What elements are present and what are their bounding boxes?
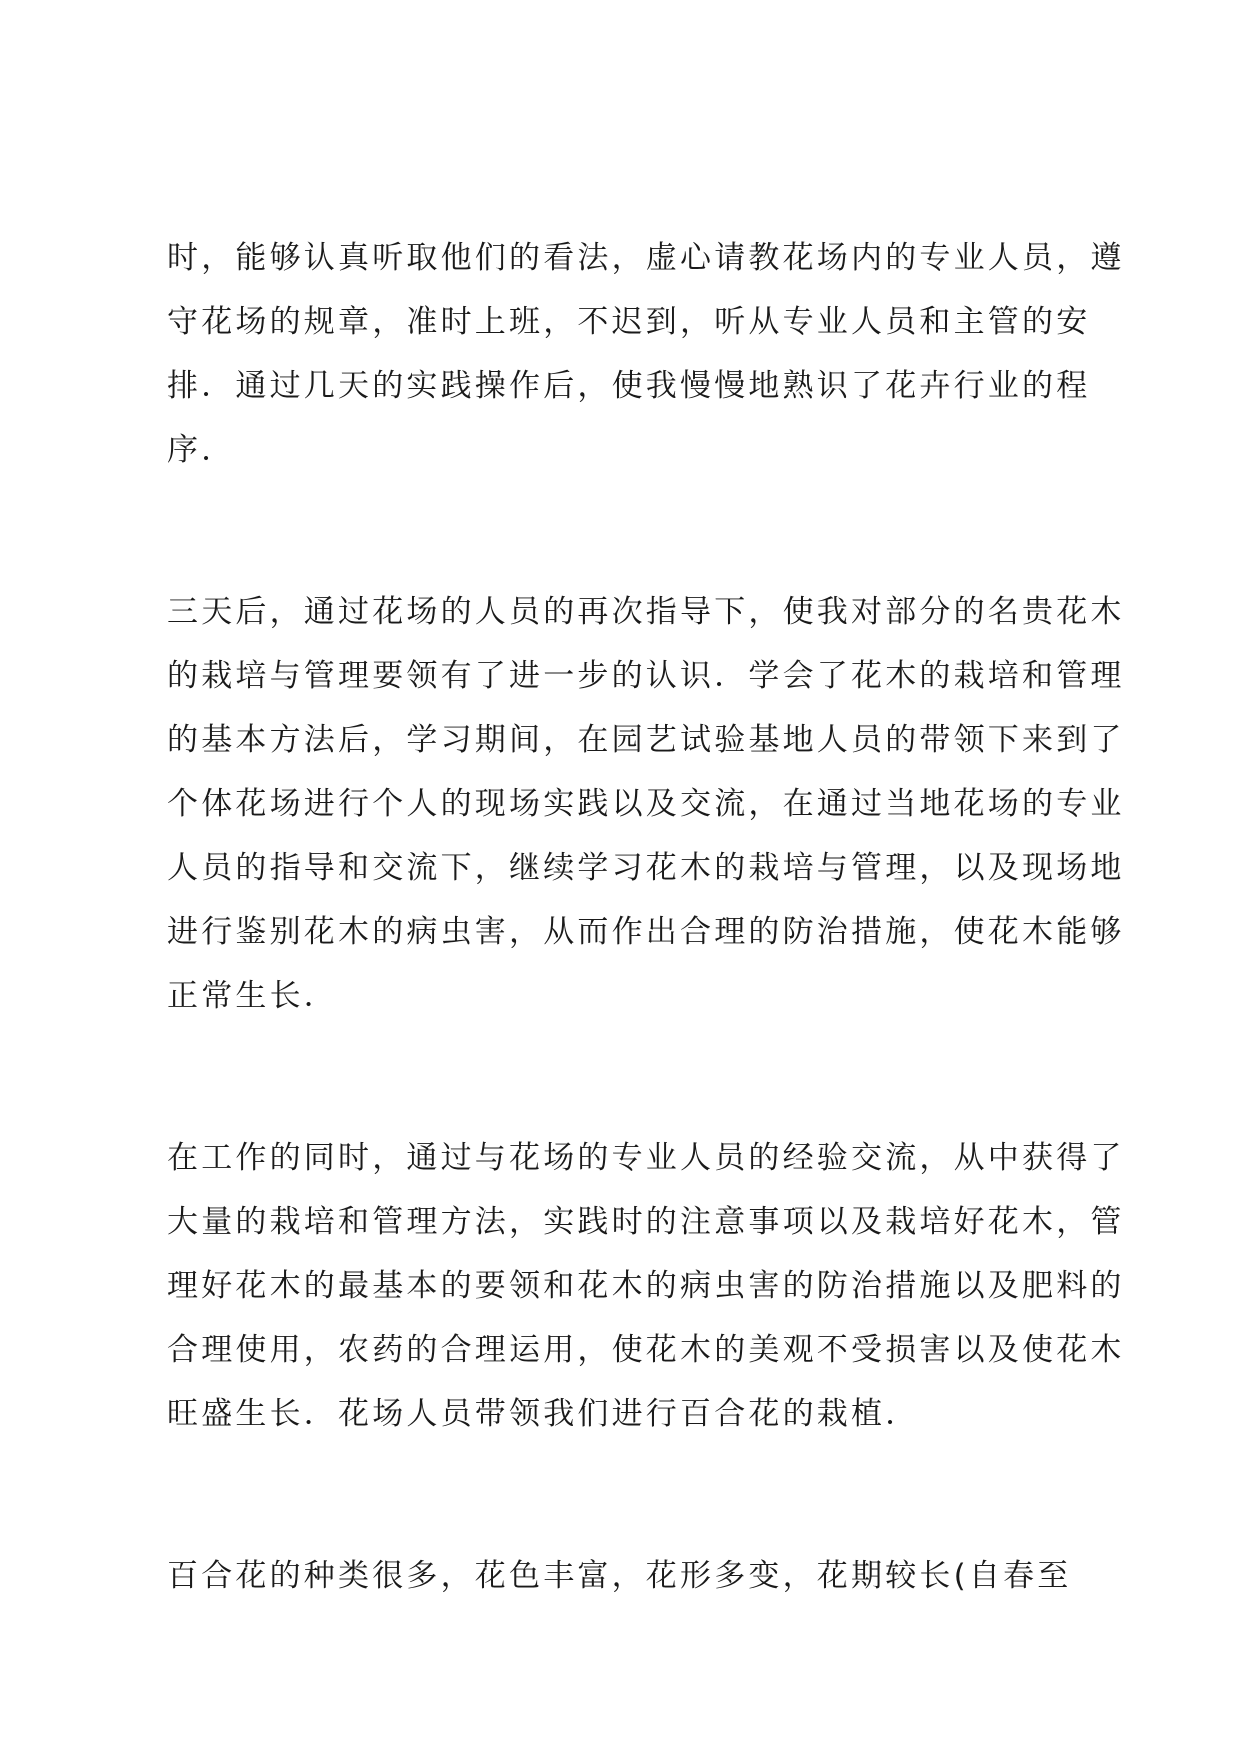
text-line: 在工作的同时，通过与花场的专业人员的经验交流，从中获得了 bbox=[167, 1140, 1125, 1176]
text-line: 正常生长． bbox=[167, 978, 338, 1014]
text-line: 旺盛生长．花场人员带领我们进行百合花的栽植． bbox=[167, 1396, 920, 1432]
text-line: 个体花场进行个人的现场实践以及交流，在通过当地花场的专业 bbox=[167, 786, 1125, 822]
paragraph-spacer bbox=[167, 1028, 1097, 1126]
text-line: 序． bbox=[167, 432, 236, 468]
text-line: 排．通过几天的实践操作后，使我慢慢地熟识了花卉行业的程 bbox=[167, 368, 1091, 404]
text-line: 理好花木的最基本的要领和花木的病虫害的防治措施以及肥料的 bbox=[167, 1268, 1125, 1304]
paragraph-4 bbox=[167, 1544, 1097, 1608]
paragraph-spacer bbox=[167, 482, 1097, 580]
text-line: 人员的指导和交流下，继续学习花木的栽培与管理，以及现场地 bbox=[167, 850, 1125, 886]
paragraph-2 bbox=[167, 580, 1125, 1028]
text-line: 三天后，通过花场的人员的再次指导下，使我对部分的名贵花木 bbox=[167, 594, 1125, 630]
text-line: 大量的栽培和管理方法，实践时的注意事项以及栽培好花木，管 bbox=[167, 1204, 1125, 1240]
text-line: 进行鉴别花木的病虫害，从而作出合理的防治措施，使花木能够 bbox=[167, 914, 1125, 950]
text-line: 的栽培与管理要领有了进一步的认识．学会了花木的栽培和管理 bbox=[167, 658, 1125, 694]
text-line: 守花场的规章，准时上班，不迟到，听从专业人员和主管的安 bbox=[167, 304, 1091, 340]
paragraph-3 bbox=[167, 1126, 1125, 1446]
text-line: 合理使用，农药的合理运用，使花木的美观不受损害以及使花木 bbox=[167, 1332, 1125, 1368]
paragraph-spacer bbox=[167, 1446, 1097, 1544]
text-line: 的基本方法后，学习期间，在园艺试验基地人员的带领下来到了 bbox=[167, 722, 1125, 758]
paragraph-1 bbox=[167, 226, 1125, 482]
document-body bbox=[167, 226, 1125, 1608]
text-line: 时，能够认真听取他们的看法，虚心请教花场内的专业人员，遵 bbox=[167, 240, 1125, 276]
text-line: 百合花的种类很多，花色丰富，花形多变，花期较长(自春至 bbox=[167, 1558, 1072, 1594]
